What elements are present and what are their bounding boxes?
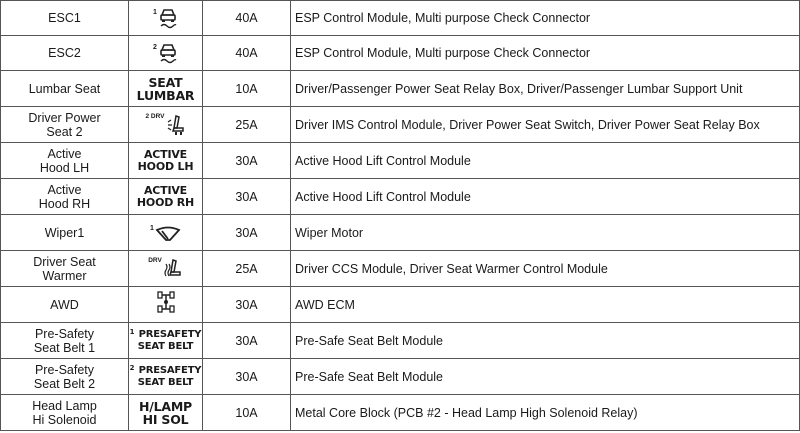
fuse-name-cell [1, 287, 129, 323]
fuse-symbol-cell [129, 251, 203, 287]
fuse-symbol [150, 226, 181, 242]
fuse-name: Driver Seat [33, 254, 96, 269]
esc-icon [158, 42, 178, 64]
fuse-name: Hood LH [39, 160, 90, 175]
fuse-description: AWD ECM [291, 287, 800, 323]
fuse-name-cell [1, 323, 129, 359]
symbol-superscript: DRV [148, 257, 162, 265]
symbol-label-line [129, 329, 202, 341]
symbol-superscript: 2 [153, 43, 157, 51]
symbol-label-line: LUMBAR [136, 87, 195, 103]
fuse-symbol-cell [129, 1, 203, 36]
table-row [1, 143, 800, 179]
fuse-symbol-cell [129, 143, 203, 179]
table-row [1, 71, 800, 107]
fuse-symbol [145, 114, 185, 136]
fuse-amp: 30A [203, 323, 291, 359]
fuse-amp: 10A [203, 395, 291, 431]
fuse-name: Active [47, 146, 82, 161]
fuse-name-cell [1, 395, 129, 431]
fuse-description: Metal Core Block (PCB #2 - Head Lamp High Solenoid Relay) [291, 395, 800, 431]
symbol-label-line: SEAT BELT [137, 377, 194, 388]
power-seat-icon [166, 114, 186, 136]
table-row [1, 287, 800, 323]
fuse-symbol [153, 7, 178, 29]
fuse-name: Hi Solenoid [32, 412, 97, 427]
fuse-symbol [153, 42, 178, 64]
fuse-amp: 30A [203, 359, 291, 395]
symbol-superscript: 1 [153, 8, 157, 16]
fuse-amp: 40A [203, 1, 291, 36]
fuse-name-cell [1, 179, 129, 215]
fuse-name-cell [1, 251, 129, 287]
table-row [1, 1, 800, 36]
fuse-name-cell [1, 1, 129, 36]
fuse-symbol-cell [129, 215, 203, 251]
fuse-symbol-cell [129, 107, 203, 143]
fuse-name: Seat 2 [46, 124, 83, 139]
symbol-label-text: PRESAFETY [138, 329, 202, 340]
fuse-symbol-cell [129, 36, 203, 71]
fuse-name: Head Lamp [32, 398, 97, 413]
fuse-name: Warmer [42, 268, 87, 283]
symbol-superscript: 2 DRV [145, 113, 165, 121]
table-row [1, 36, 800, 71]
fuse-name: Active [47, 182, 82, 197]
fuse-name: Pre-Safety [34, 326, 95, 341]
fuse-description: Active Hood Lift Control Module [291, 143, 800, 179]
fuse-description: Driver IMS Control Module, Driver Power Seat Switch, Driver Power Seat Relay Box [291, 107, 800, 143]
awd-icon [156, 290, 176, 314]
fuse-description: ESP Control Module, Multi purpose Check Connector [291, 1, 800, 36]
table-row [1, 395, 800, 431]
fuse-amp: 10A [203, 71, 291, 107]
table-row [1, 179, 800, 215]
symbol-label-line: ACTIVE [143, 183, 187, 197]
fuse-description: Pre-Safe Seat Belt Module [291, 359, 800, 395]
fuse-name: Wiper1 [44, 225, 85, 240]
fuse-name: AWD [50, 297, 79, 312]
fuse-symbol-label [129, 329, 202, 352]
fuse-name-cell [1, 143, 129, 179]
fuse-table-body [1, 1, 800, 431]
symbol-label-line: HOOD RH [136, 195, 195, 209]
symbol-label-line: ACTIVE [143, 147, 187, 161]
fuse-name-cell [1, 107, 129, 143]
fuse-name: Seat Belt 2 [33, 376, 96, 391]
fuse-amp: 30A [203, 215, 291, 251]
fuse-amp: 30A [203, 179, 291, 215]
esc-icon [158, 7, 178, 29]
fuse-name-cell [1, 215, 129, 251]
symbol-superscript: 1 [150, 224, 154, 232]
fuse-description: Driver CCS Module, Driver Seat Warmer Control Module [291, 251, 800, 287]
symbol-label-line: HI SOL [142, 411, 189, 427]
fuse-symbol-label [129, 76, 202, 102]
symbol-superscript: 2 [129, 364, 135, 372]
fuse-symbol-label [129, 400, 202, 426]
fuse-symbol-label [129, 365, 202, 388]
fuse-symbol-cell [129, 395, 203, 431]
symbol-label-line: H/LAMP [138, 398, 193, 414]
fuse-name: Hood RH [38, 196, 91, 211]
fuse-amp: 25A [203, 107, 291, 143]
fuse-name-cell [1, 71, 129, 107]
table-row [1, 359, 800, 395]
wiper-icon [155, 226, 181, 242]
fuse-symbol-cell [129, 323, 203, 359]
symbol-label-text: PRESAFETY [138, 365, 202, 376]
fuse-name: Seat Belt 1 [33, 340, 96, 355]
table-row [1, 215, 800, 251]
table-row [1, 107, 800, 143]
fuse-amp: 25A [203, 251, 291, 287]
fuse-description: Driver/Passenger Power Seat Relay Box, Driver/Passenger Lumbar Support Unit [291, 71, 800, 107]
fuse-name: Pre-Safety [34, 362, 95, 377]
fuse-name-cell [1, 359, 129, 395]
fuse-symbol [148, 258, 183, 280]
symbol-label-line: SEAT [148, 74, 183, 90]
symbol-label-line: HOOD LH [137, 159, 194, 173]
fuse-amp: 30A [203, 287, 291, 323]
symbol-label-line: SEAT BELT [137, 341, 194, 352]
fuse-description: Wiper Motor [291, 215, 800, 251]
fuse-name: ESC2 [48, 46, 81, 60]
fuse-symbol-cell [129, 287, 203, 323]
fuse-symbol-label [129, 149, 202, 173]
fuse-symbol [156, 290, 176, 314]
fuse-description: Pre-Safe Seat Belt Module [291, 323, 800, 359]
table-row [1, 323, 800, 359]
symbol-superscript: 1 [129, 328, 135, 336]
fuse-symbol-cell [129, 179, 203, 215]
symbol-label-line [129, 365, 202, 377]
table-row [1, 251, 800, 287]
fuse-description: Active Hood Lift Control Module [291, 179, 800, 215]
fuse-amp: 30A [203, 143, 291, 179]
fuse-name-cell [1, 36, 129, 71]
fuse-name: Lumbar Seat [28, 81, 101, 96]
fuse-name: ESC1 [48, 11, 81, 25]
fuse-symbol-label [129, 185, 202, 209]
fuse-description: ESP Control Module, Multi purpose Check Connector [291, 36, 800, 71]
fuse-symbol-cell [129, 71, 203, 107]
seat-warmer-icon [163, 258, 183, 280]
fuse-name: Driver Power [28, 110, 101, 125]
fuse-symbol-cell [129, 359, 203, 395]
fuse-amp: 40A [203, 36, 291, 71]
